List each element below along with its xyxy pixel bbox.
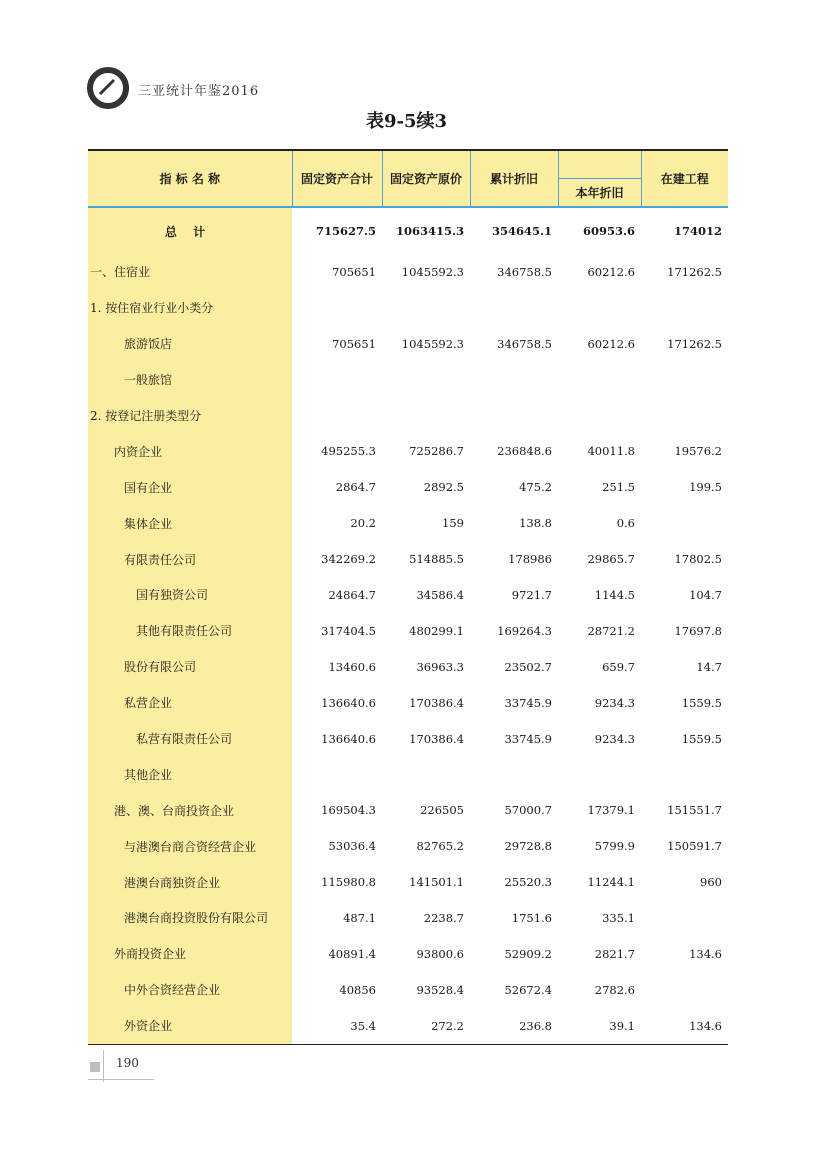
table-cell [292, 362, 382, 398]
table-cell: 40011.8 [587, 444, 635, 459]
table-cell: 495255.3 [321, 444, 376, 459]
table-cell: 335.1 [602, 910, 635, 925]
table-row [88, 207, 728, 254]
column-header-indicator: 指 标 名 称 [88, 150, 292, 207]
table-cell: 2864.7 [335, 480, 376, 495]
table-cell: 53036.4 [328, 839, 376, 854]
row-label: 与港澳台商合资经营企业 [88, 828, 292, 864]
table-cell: 251.5 [602, 480, 635, 495]
table-cell [558, 756, 641, 792]
table-row [88, 721, 728, 757]
fixed-assets-table [88, 149, 728, 1045]
row-label: 一、住宿业 [88, 254, 292, 290]
table-row [88, 864, 728, 900]
table-row [88, 254, 728, 290]
row-label: 私营企业 [88, 685, 292, 721]
table-cell: 9234.3 [594, 731, 635, 746]
table-cell: 17697.8 [674, 623, 722, 638]
footer-divider [103, 1050, 104, 1082]
table-cell: 93528.4 [416, 982, 464, 997]
table-cell: 236848.6 [497, 444, 552, 459]
row-label: 其他有限责任公司 [88, 613, 292, 649]
table-cell: 487.1 [343, 910, 376, 925]
table-cell [558, 362, 641, 398]
table-cell: 171262.5 [667, 336, 722, 351]
row-label: 中外合资经营企业 [88, 972, 292, 1008]
footer-square [90, 1062, 100, 1072]
table-cell: 169504.3 [321, 803, 376, 818]
table-cell: 960 [700, 875, 722, 890]
table-row [88, 649, 728, 685]
table-cell: 150591.7 [667, 839, 722, 854]
table-row [88, 290, 728, 326]
table-row [88, 828, 728, 864]
table-row [88, 326, 728, 362]
table-cell: 1559.5 [681, 731, 722, 746]
table-cell: 93800.6 [416, 946, 464, 961]
row-label: 港澳台商独资企业 [88, 864, 292, 900]
table-row [88, 505, 728, 541]
table-cell: 170386.4 [409, 695, 464, 710]
table-cell: 2892.5 [423, 480, 464, 495]
table-cell: 0.6 [616, 516, 635, 531]
table-row [88, 362, 728, 398]
table-cell: 60212.6 [587, 336, 635, 351]
table-cell: 169264.3 [497, 623, 552, 638]
table-cell: 104.7 [689, 587, 722, 602]
table-cell: 136640.6 [321, 731, 376, 746]
table-cell: 346758.5 [497, 264, 552, 279]
table-cell [470, 290, 558, 326]
table-cell: 174012 [673, 224, 722, 238]
table-cell [470, 756, 558, 792]
table-cell: 13460.6 [328, 659, 376, 674]
row-label: 2. 按登记注册类型分 [88, 398, 292, 434]
table-row [88, 972, 728, 1008]
table-cell: 1045592.3 [401, 336, 464, 351]
table-row [88, 469, 728, 505]
row-label: 股份有限公司 [88, 649, 292, 685]
table-cell [292, 756, 382, 792]
table-row [88, 1008, 728, 1044]
row-label: 总 计 [88, 207, 292, 254]
table-cell: 725286.7 [409, 444, 464, 459]
table-cell: 2238.7 [423, 910, 464, 925]
table-cell [292, 398, 382, 434]
table-cell [641, 398, 728, 434]
table-cell [641, 972, 728, 1008]
column-header-original-value: 固定资产原价 [382, 150, 470, 207]
table-cell: 480299.1 [409, 623, 464, 638]
column-header-spacer [558, 150, 641, 179]
table-row [88, 685, 728, 721]
table-cell: 141501.1 [409, 875, 464, 890]
table-cell: 1144.5 [594, 587, 635, 602]
table-cell [292, 290, 382, 326]
table-cell: 138.8 [519, 516, 552, 531]
table-cell: 705651 [332, 264, 376, 279]
table-cell: 136640.6 [321, 695, 376, 710]
table-cell: 1751.6 [511, 910, 552, 925]
table-cell: 35.4 [292, 1008, 382, 1044]
row-label: 有限责任公司 [88, 541, 292, 577]
footer-rule [88, 1079, 154, 1080]
table-row [88, 756, 728, 792]
table-cell [470, 398, 558, 434]
table-cell: 23502.7 [504, 659, 552, 674]
column-header-total-fixed-assets: 固定资产合计 [292, 150, 382, 207]
table-cell: 354645.1 [491, 224, 552, 238]
table-cell: 115980.8 [321, 875, 376, 890]
table-cell: 40856 [339, 982, 376, 997]
row-label: 外商投资企业 [88, 936, 292, 972]
table-cell: 28721.2 [587, 623, 635, 638]
table-cell: 82765.2 [416, 839, 464, 854]
table-cell: 178986 [508, 552, 552, 567]
table-cell [558, 290, 641, 326]
table-cell [641, 290, 728, 326]
row-label: 一般旅馆 [88, 362, 292, 398]
table-cell: 659.7 [602, 659, 635, 674]
table-cell: 19576.2 [674, 444, 722, 459]
table-row [88, 900, 728, 936]
table-cell: 57000.7 [504, 803, 552, 818]
table-cell: 226505 [420, 803, 464, 818]
table-cell: 5799.9 [594, 839, 635, 854]
table-cell: 346758.5 [497, 336, 552, 351]
table-cell: 9721.7 [511, 587, 552, 602]
table-cell [382, 362, 470, 398]
row-label: 私营有限责任公司 [88, 721, 292, 757]
row-label: 外资企业 [88, 1008, 292, 1044]
table-cell [641, 505, 728, 541]
table-row [88, 433, 728, 469]
row-label: 内资企业 [88, 433, 292, 469]
table-cell: 342269.2 [321, 552, 376, 567]
table-cell: 39.1 [558, 1008, 641, 1044]
table-cell: 272.2 [382, 1008, 470, 1044]
table-cell: 14.7 [696, 659, 722, 674]
row-label: 其他企业 [88, 756, 292, 792]
yearbook-title: 三亚统计年鉴2016 [138, 84, 260, 99]
table-cell: 11244.1 [587, 875, 635, 890]
table-cell [641, 756, 728, 792]
table-cell: 134.6 [689, 946, 722, 961]
page-number: 190 [116, 1056, 139, 1070]
table-cell: 705651 [332, 336, 376, 351]
table-title: 表9-5续3 [365, 111, 448, 132]
table-cell: 24864.7 [328, 587, 376, 602]
table-cell: 317404.5 [321, 623, 376, 638]
column-header-current-year-depreciation: 本年折旧 [558, 179, 641, 208]
table-row [88, 936, 728, 972]
table-cell: 1559.5 [681, 695, 722, 710]
table-cell [641, 362, 728, 398]
table-cell: 33745.9 [504, 731, 552, 746]
table-cell: 1063415.3 [395, 224, 464, 238]
table-cell: 17379.1 [587, 803, 635, 818]
table-cell: 9234.3 [594, 695, 635, 710]
row-label: 1. 按住宿业行业小类分 [88, 290, 292, 326]
table-body [88, 207, 728, 1044]
column-header-construction-in-progress: 在建工程 [641, 150, 728, 207]
table-cell: 514885.5 [409, 552, 464, 567]
table-row [88, 577, 728, 613]
table-row [88, 398, 728, 434]
table-cell: 60212.6 [587, 264, 635, 279]
table-cell: 52909.2 [504, 946, 552, 961]
table-cell: 60953.6 [582, 224, 635, 238]
table-cell: 170386.4 [409, 731, 464, 746]
table-cell: 171262.5 [667, 264, 722, 279]
column-header-accumulated-depreciation: 累计折旧 [470, 150, 558, 207]
table-cell: 159 [442, 516, 464, 531]
table-cell: 2821.7 [594, 946, 635, 961]
table-cell: 715627.5 [315, 224, 376, 238]
table-cell: 34586.4 [416, 587, 464, 602]
table-cell: 25520.3 [504, 875, 552, 890]
table-cell [470, 362, 558, 398]
table-row [88, 613, 728, 649]
row-label: 国有企业 [88, 469, 292, 505]
table-cell [382, 398, 470, 434]
table-cell: 1045592.3 [401, 264, 464, 279]
table-cell: 40891.4 [328, 946, 376, 961]
table-cell [382, 290, 470, 326]
table-row [88, 541, 728, 577]
table-cell: 33745.9 [504, 695, 552, 710]
table-cell: 17802.5 [674, 552, 722, 567]
row-label: 集体企业 [88, 505, 292, 541]
table-cell: 475.2 [519, 480, 552, 495]
table-cell [382, 756, 470, 792]
table-cell: 29865.7 [587, 552, 635, 567]
row-label: 国有独资公司 [88, 577, 292, 613]
table-cell [641, 900, 728, 936]
table-cell: 236.8 [470, 1008, 558, 1044]
table-cell [558, 398, 641, 434]
table-cell: 20.2 [350, 516, 376, 531]
table-cell: 134.6 [641, 1008, 728, 1044]
row-label: 港、澳、台商投资企业 [88, 792, 292, 828]
table-row [88, 792, 728, 828]
table-cell: 29728.8 [504, 839, 552, 854]
table-cell: 199.5 [689, 480, 722, 495]
table-cell: 52672.4 [504, 982, 552, 997]
table-cell: 151551.7 [667, 803, 722, 818]
yearbook-logo-icon [86, 66, 130, 110]
table-cell: 36963.3 [416, 659, 464, 674]
table-cell: 2782.6 [594, 982, 635, 997]
row-label: 旅游饭店 [88, 326, 292, 362]
row-label: 港澳台商投资股份有限公司 [88, 900, 292, 936]
